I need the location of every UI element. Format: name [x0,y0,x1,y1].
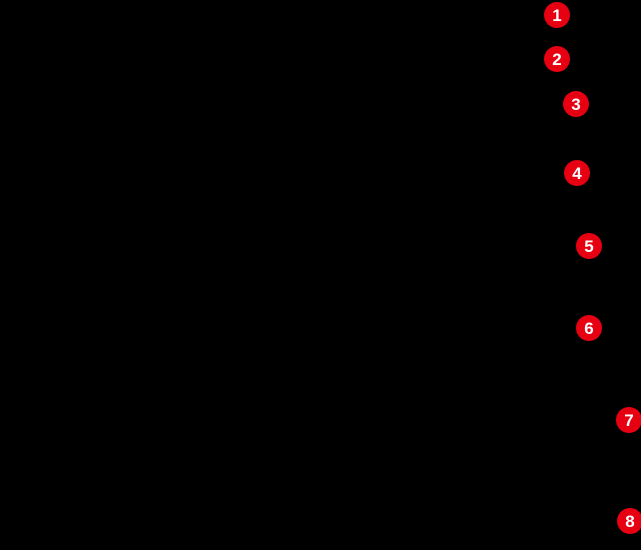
annotation-badge-2[interactable]: 2 [544,46,570,72]
annotation-badge-3[interactable]: 3 [563,91,589,117]
annotation-badge-5[interactable]: 5 [576,233,602,259]
annotation-badge-4[interactable]: 4 [564,160,590,186]
annotation-badge-7[interactable]: 7 [616,407,641,433]
annotation-badge-1[interactable]: 1 [544,2,570,28]
annotation-badge-8[interactable]: 8 [617,508,641,534]
annotation-badge-6[interactable]: 6 [576,315,602,341]
